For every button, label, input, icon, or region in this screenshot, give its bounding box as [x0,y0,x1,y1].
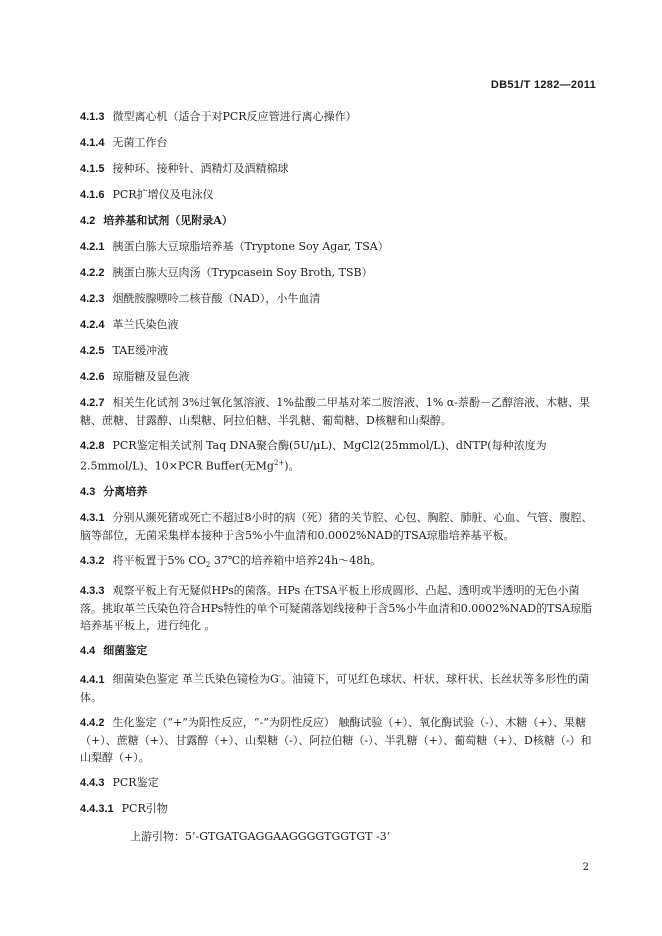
clause-number: 4.2.6 [80,371,105,383]
clause-number: 4.2.2 [80,267,105,279]
clause-4-1-5 [80,160,600,178]
upstream-primer-line: 上游引物：5’-GTGATGAGGAAGGGGTGGTGT -3’ [130,829,391,843]
section-number: 4.4 [80,644,96,657]
clause-text: 接种环、接种针、酒精灯及酒精棉球 [112,162,289,175]
document-code: DB51/T 1282—2011 [490,79,596,91]
clause-text: 胰蛋白胨大豆肉汤（Trypcasein Soy Broth, TSB） [112,266,373,279]
clause-number: 4.2.5 [80,345,105,357]
clause-number: 4.2.8 [80,440,105,452]
section-number: 4.3 [80,485,96,498]
clause-number: 4.3.2 [80,554,105,567]
clause-text: 无菌工作台 [112,136,168,149]
clause-number: 4.4.1 [80,673,105,686]
clause-text: 细菌染色鉴定 革兰氏染色镜检为G [112,672,279,686]
section-title: 培养基和试剂（见附录A） [103,214,233,227]
clause-text: PCR鉴定相关试剂 Taq DNA聚合酶(5U/μL)、MgCl2(25mmol/L)、dNTP(每种浓度为2.5mmol/L)、10×PCR Buffer(无Mg [80,439,547,473]
clause-4-1-3 [80,108,600,126]
clause-4-1-6 [80,186,600,204]
clause-4-4-3-1 [80,800,600,818]
clause-4-2-7 [80,394,600,429]
clause-number: 4.2.3 [80,293,105,305]
clause-4-3-1 [80,509,600,544]
clause-number: 4.3.1 [80,511,105,524]
section-4-4-heading [80,642,600,660]
clause-text-end: 37℃的培养箱中培养24h～48h。 [210,553,382,567]
clause-4-4-3 [80,774,600,792]
clause-text: PCR鉴定 [112,775,159,789]
clause-number: 4.4.2 [80,716,105,729]
clause-number: 4.1.3 [80,111,105,123]
clause-text: 生化鉴定（“+”为阳性反应，“-”为阴性反应） 触酶试验（+）、氧化酶试验（-）、木糖（+）、果糖（+）、蔗糖（+）、甘露醇（+）、山梨糖（-）、阿拉伯糖（-）、半乳糖（+）、葡萄糖（+）、D核糖（-）和山梨醇（+）。 [80,715,592,764]
section-title: 分离培养 [103,484,148,498]
clause-text: 革兰氏染色液 [112,318,179,331]
section-title: 细菌鉴定 [103,643,148,657]
clause-4-2-2 [80,264,600,282]
clause-text: 胰蛋白胨大豆琼脂培养基（Tryptone Soy Agar, TSA） [112,240,389,253]
section-number: 4.2 [80,215,96,227]
clause-text: 烟酰胺腺嘌呤二核苷酸（NAD），小牛血清 [112,292,321,305]
clause-number: 4.4.3 [80,776,105,789]
clause-text: 将平板置于5% CO [112,553,206,567]
clause-text: 分别从濒死猪或死亡不超过8小时的病（死）猪的关节腔、心包、胸腔、肺脏、心血、气管、腹腔、脑等部位，无菌采集样本接种于含5%小牛血清和0.0002%NAD的TSA琼脂培养基平板。 [80,510,593,542]
clause-number: 4.4.3.1 [80,802,114,815]
clause-4-2-8 [80,437,600,475]
subscript: 2 [205,560,211,569]
clause-number: 4.1.4 [80,137,105,149]
clause-4-1-4 [80,134,600,152]
clause-4-2-3 [80,290,600,308]
clause-4-4-2 [80,714,600,766]
clause-number: 4.2.1 [80,241,105,253]
clause-text: 相关生化试剂 3%过氧化氢溶液、1%盐酸二甲基对苯二胺溶液、1% α-萘酚－乙醇溶液、木糖、果糖、蔗糖、甘露醇、山梨糖、阿拉伯糖、半乳糖、葡萄糖、D核糖和山梨醇。 [80,396,590,427]
superscript: 2+ [273,459,285,467]
clause-text: 微型离心机（适合于对PCR反应管进行离心操作） [112,110,357,123]
section-4-2-heading [80,212,600,230]
clause-4-2-1 [80,238,600,256]
clause-text: PCR引物 [121,801,168,815]
clause-number: 4.2.4 [80,319,105,331]
clause-4-3-2 [80,552,600,574]
clause-4-4-1 [80,668,600,706]
clause-4-2-6 [80,368,600,386]
clause-text: TAE缓冲液 [112,344,169,357]
clause-text-end: 。油镜下，可见红色球状、杆状、球杆状、长丝状等多形性的菌体。 [80,672,590,704]
clause-4-2-4 [80,316,600,334]
clause-number: 4.1.6 [80,189,105,201]
clause-text: PCR扩增仪及电泳仪 [112,188,214,201]
clause-text: 观察平板上有无疑似HPs的菌落。HPs 在TSA平板上形成圆形、凸起、透明或半透明的无色小菌落。挑取革兰氏染色符合HPs特性的单个可疑菌落划线接种于含5%小牛血清和0.0002%NAD的TSA琼脂培养基平板上，进行纯化 。 [80,583,592,632]
clause-number: 4.3.3 [80,584,105,597]
clause-text: 琼脂糖及显色液 [112,370,190,383]
clause-text-end: )。 [284,459,300,473]
clause-4-2-5 [80,342,600,360]
clause-number: 4.2.7 [80,397,105,409]
clause-number: 4.1.5 [80,163,105,175]
section-4-3-heading [80,483,600,501]
clause-4-3-3 [80,582,600,634]
document-body [80,108,600,845]
superscript: - [278,671,282,680]
page-number: 2 [582,862,589,873]
